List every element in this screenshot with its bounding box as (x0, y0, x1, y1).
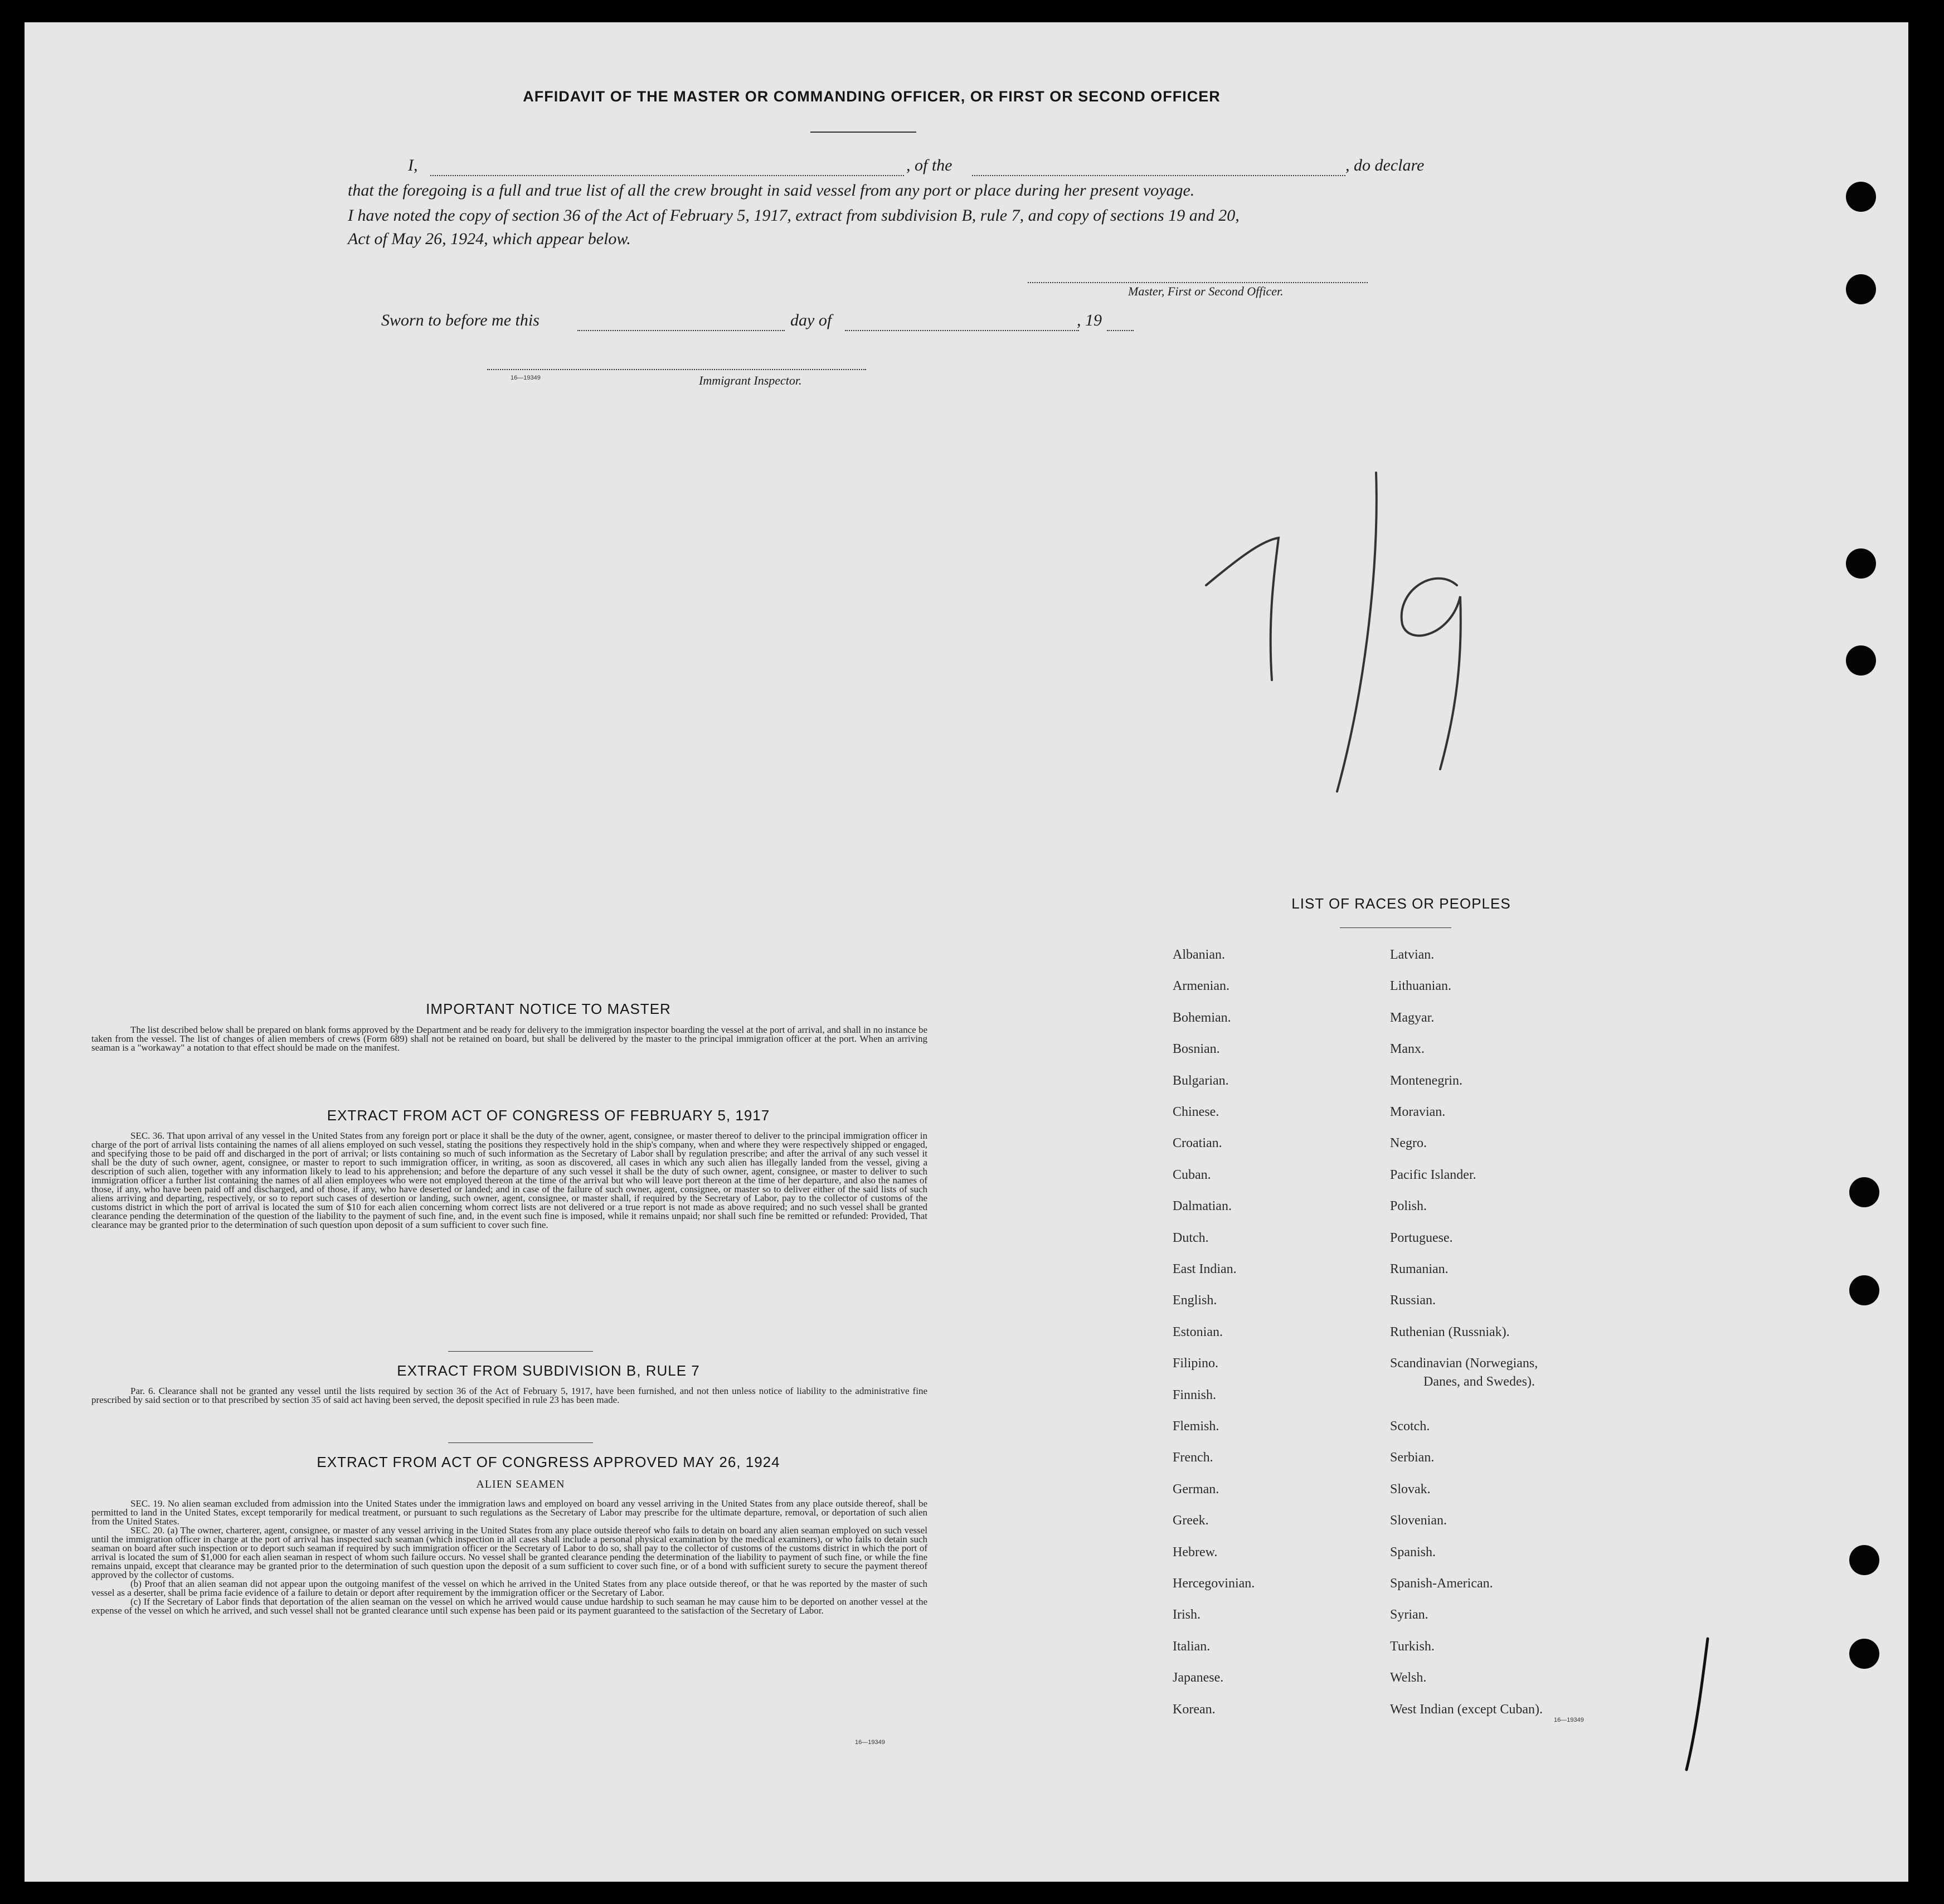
race-item: English. (1173, 1293, 1217, 1308)
form-page (25, 22, 1908, 1882)
divider-1 (448, 1351, 593, 1352)
race-item: Bosnian. (1173, 1042, 1220, 1056)
sworn-month-blank[interactable] (845, 330, 1079, 331)
race-item: Latvian. (1390, 948, 1435, 962)
extract-1924-body (91, 1499, 927, 1615)
race-item: Greek. (1173, 1513, 1209, 1528)
race-item: Korean. (1173, 1702, 1216, 1717)
races-title: LIST OF RACES OR PEOPLES (1291, 895, 1511, 912)
punch-hole (1846, 182, 1876, 212)
notice-body: The list described below shall be prepared on blank forms approved by the Department and be ready for delivery to the immigration inspector boarding the vessel at the port of arrival, and shall in no instance be taken from the vessel. The list of changes of alien members of crews (Form 689) shall not be retained on board, but shall be delivered by the master to the principal immigration officer at the port. When an arriving seaman is a "workaway" a notation to that effect should be made on the manifest. (91, 1024, 927, 1053)
race-item: Turkish. (1390, 1639, 1435, 1654)
race-item: Negro. (1390, 1136, 1427, 1150)
race-item: Portuguese. (1390, 1231, 1453, 1245)
of-the-label: , of the (906, 156, 952, 174)
race-item: Rumanian. (1390, 1262, 1449, 1276)
race-item: Japanese. (1173, 1670, 1224, 1685)
punch-hole (1849, 1545, 1879, 1575)
notice-title: IMPORTANT NOTICE TO MASTER (426, 1000, 671, 1017)
races-title-divider (1340, 927, 1451, 928)
race-item: Scotch. (1390, 1419, 1430, 1434)
race-item: Scandinavian (Norwegians, (1390, 1356, 1538, 1371)
affidavit-title: AFFIDAVIT OF THE MASTER OR COMMANDING OFFICER, OR FIRST OR SECOND OFFICER (523, 88, 1221, 105)
race-item: Flemish. (1173, 1419, 1219, 1434)
punch-hole (1849, 1177, 1879, 1207)
punch-hole (1849, 1275, 1879, 1305)
race-item: Manx. (1390, 1042, 1425, 1056)
race-item: Spanish. (1390, 1545, 1436, 1560)
inspector-label: Immigrant Inspector. (699, 373, 802, 387)
sec-20a: SEC. 20. (a) The owner, charterer, agent, consignee, or master of any vessel arriving in the United States from any place outside thereof who fails to detain on board any alien seaman employed on such vessel until the immigration officer in charge at the port of arrival has inspected such seaman (which inspection in all cases shall include a personal physical examination by the medical examiners), or who fails to detain such seaman on board after such inspection or to deport such seaman if required by such immigration officer or the Secretary of Labor to do so, shall pay to the collector of customs of the customs district in which the port of arrival is located the sum of $1,000 for each alien seaman in respect of whom such failure occurs. No vessel shall be granted clearance pending the determination of the liability to payment of such fine, or while the fine remains unpaid, except that clearance may be granted prior to the determination of such question upon the deposit of a sum sufficient to cover such fine, or of a bond with sufficient surety to secure the payment thereof approved by the collector of customs. (91, 1525, 927, 1580)
sworn-day-blank[interactable] (577, 330, 785, 331)
race-item: Hebrew. (1173, 1545, 1218, 1560)
race-item: Bohemian. (1173, 1011, 1231, 1025)
race-item: Filipino. (1173, 1356, 1219, 1371)
races-right-column (1390, 948, 1624, 1750)
race-item: Irish. (1173, 1607, 1201, 1622)
race-item: Polish. (1390, 1199, 1427, 1213)
punch-hole (1846, 645, 1876, 676)
race-item: Montenegrin. (1390, 1074, 1462, 1088)
affidavit-line-4: Act of May 26, 1924, which appear below. (348, 230, 631, 248)
sworn-line (381, 311, 1217, 336)
sec-20b: (b) Proof that an alien seaman did not appear upon the outgoing manifest of the vessel on which he arrived in the United States from any place outside thereof, or that he was reported by the master of such vessel as a deserter, shall be prima facie evidence of a failure to detain or deport after requirement by the immigration officer or the Secretary of Labor. (91, 1578, 927, 1598)
race-item: Moravian. (1390, 1105, 1446, 1119)
race-item: Chinese. (1173, 1105, 1219, 1119)
race-item: Hercegovinian. (1173, 1576, 1255, 1591)
sworn-year: , 19 (1077, 311, 1102, 329)
race-item: Bulgarian. (1173, 1074, 1229, 1088)
i-label: I, (408, 156, 418, 174)
extract-1924-title: EXTRACT FROM ACT OF CONGRESS APPROVED MAY 26, 1924 (317, 1454, 780, 1470)
master-signature-label: Master, First or Second Officer. (1128, 284, 1284, 298)
races-form-number: 16—19349 (1554, 1717, 1584, 1723)
race-item: Finnish. (1173, 1388, 1217, 1402)
race-item: Dalmatian. (1173, 1199, 1232, 1213)
race-item: Armenian. (1173, 979, 1229, 993)
race-item: Italian. (1173, 1639, 1211, 1654)
extract-form-number: 16—19349 (855, 1739, 885, 1746)
punch-hole (1849, 1639, 1879, 1669)
race-item: Ruthenian (Russniak). (1390, 1325, 1510, 1339)
race-item: Spanish-American. (1390, 1576, 1493, 1591)
races-left-column (1173, 948, 1362, 1750)
master-signature-line[interactable] (1028, 282, 1368, 283)
do-declare-label: , do declare (1345, 156, 1425, 174)
sworn-year-blank[interactable] (1107, 330, 1134, 331)
sworn-day-of: day of (790, 311, 832, 329)
race-item: Estonian. (1173, 1325, 1223, 1339)
extract-rule7-body: Par. 6. Clearance shall not be granted any vessel until the lists required by section 36 of the Act of February 5, 1917, have been furnished, and not then unless notice of liability to the administrative fine prescribed by said section or to that prescribed by section 35 of said act having been served, the deposit specified in rule 23 has been made. (91, 1386, 927, 1405)
sec-20c: (c) If the Secretary of Labor finds that deportation of the alien seaman on the vessel on which he arrived would cause undue hardship to such seaman he may cause him to be deported on another vessel at the expense of the vessel on which he arrived, and such vessel shall not be granted clearance until such expense has been paid or its payment guaranteed to the satisfaction of the Secretary of Labor. (91, 1596, 927, 1616)
affidavit-line-3: I have noted the copy of section 36 of the Act of February 5, 1917, extract from subdivision B, rule 7, and copy of sections 19 and 20, (348, 206, 1240, 225)
extract-rule7-title: EXTRACT FROM SUBDIVISION B, RULE 7 (397, 1362, 700, 1379)
race-item: Lithuanian. (1390, 979, 1451, 993)
race-item: Serbian. (1390, 1450, 1435, 1465)
race-item: German. (1173, 1482, 1219, 1497)
extract-1917-title: EXTRACT FROM ACT OF CONGRESS OF FEBRUARY 5, 1917 (327, 1107, 770, 1124)
race-item: Magyar. (1390, 1011, 1435, 1025)
race-item: Cuban. (1173, 1168, 1211, 1182)
extract-1924-subtitle: ALIEN SEAMEN (476, 1478, 565, 1490)
race-item: Pacific Islander. (1390, 1168, 1476, 1182)
race-item: Danes, and Swedes). (1423, 1374, 1535, 1389)
affidavit-form-number: 16—19349 (511, 375, 541, 381)
inspector-signature-line[interactable] (487, 369, 866, 370)
sec-19: SEC. 19. No alien seaman excluded from admission into the United States under the immigration laws and employed on board any vessel arriving in the United States from any place outside thereof, shall be permitted to land in the United States, except temporarily for medical treatment, or pursuant to such regulations as the Secretary of Labor may prescribe for the ultimate departure, removal, or deportation of such alien from the United States. (91, 1498, 927, 1527)
punch-hole (1846, 274, 1876, 304)
title-divider (810, 132, 916, 133)
race-item: West Indian (except Cuban). (1390, 1702, 1543, 1717)
name-blank[interactable] (430, 175, 904, 176)
extract-1917-body: SEC. 36. That upon arrival of any vessel in the United States from any foreign port or place it shall be the duty of the owner, agent, consignee, or master thereof to deliver to the principal immigration officer in charge of the port of arrival lists containing the names of all aliens employed on such vessel, stating the positions they respectively hold in the ship's company, when and where they were respectively shipped or engaged, and specifying those to be paid off and discharged in the port of arrival; or lists containing so much of such information as the Secretary of Labor shall by regulation prescribe; and after the arrival of any such vessel it shall be the duty of such owner, agent, consignee, or master to report to such immigration officer, in writing, as soon as discovered, all cases in which any such alien has illegally landed from the vessel, giving a description of such alien, together with any information likely to lead to his apprehension; and before the departure of any such vessel it shall be the duty of such owner, agent, consignee, or master to deliver to such immigration officer a further list containing the names of all alien employees who were not employed thereon at the time of the arrival but who will leave port thereon at the time of her departure, and also the names of those, if any, who have been paid off and discharged, and of those, if any, who have deserted or landed; and in case of the failure of such owner, agent, consignee, or master so to deliver either of the said lists of such aliens arriving and departing, respectively, or so to report such cases of desertion or landing, such owner, agent, consignee, or master shall, if required by the Secretary of Labor, pay to the collector of customs of the customs district in which the port of arrival is located the sum of $10 for each alien concerning whom correct lists are not delivered or a true report is not made as above required; and no such vessel shall be granted clearance pending the determination of the question of the liability to the payment of such fine, and, in the event such fine is imposed, while it remains unpaid; nor shall such fine be remitted or refunded: Provided, That clearance may be granted prior to the determination of such question upon deposit of a sum sufficient to cover such fine. (91, 1130, 927, 1230)
race-item: Slovak. (1390, 1482, 1431, 1497)
sworn-prefix: Sworn to before me this (381, 311, 540, 329)
affidavit-line-2: that the foregoing is a full and true list of all the crew brought in said vessel from any port or place during her present voyage. (348, 181, 1195, 200)
race-item: Russian. (1390, 1293, 1436, 1308)
punch-hole (1846, 548, 1876, 579)
race-item: French. (1173, 1450, 1213, 1465)
race-item: Albanian. (1173, 948, 1225, 962)
position-blank[interactable] (972, 175, 1345, 176)
race-item: East Indian. (1173, 1262, 1237, 1276)
race-item: Welsh. (1390, 1670, 1427, 1685)
pen-stroke-mark (1674, 1633, 1719, 1778)
handwritten-fraction (1195, 446, 1507, 847)
race-item: Dutch. (1173, 1231, 1209, 1245)
race-item: Slovenian. (1390, 1513, 1447, 1528)
race-item: Croatian. (1173, 1136, 1222, 1150)
divider-2 (448, 1442, 593, 1443)
race-item: Syrian. (1390, 1607, 1428, 1622)
